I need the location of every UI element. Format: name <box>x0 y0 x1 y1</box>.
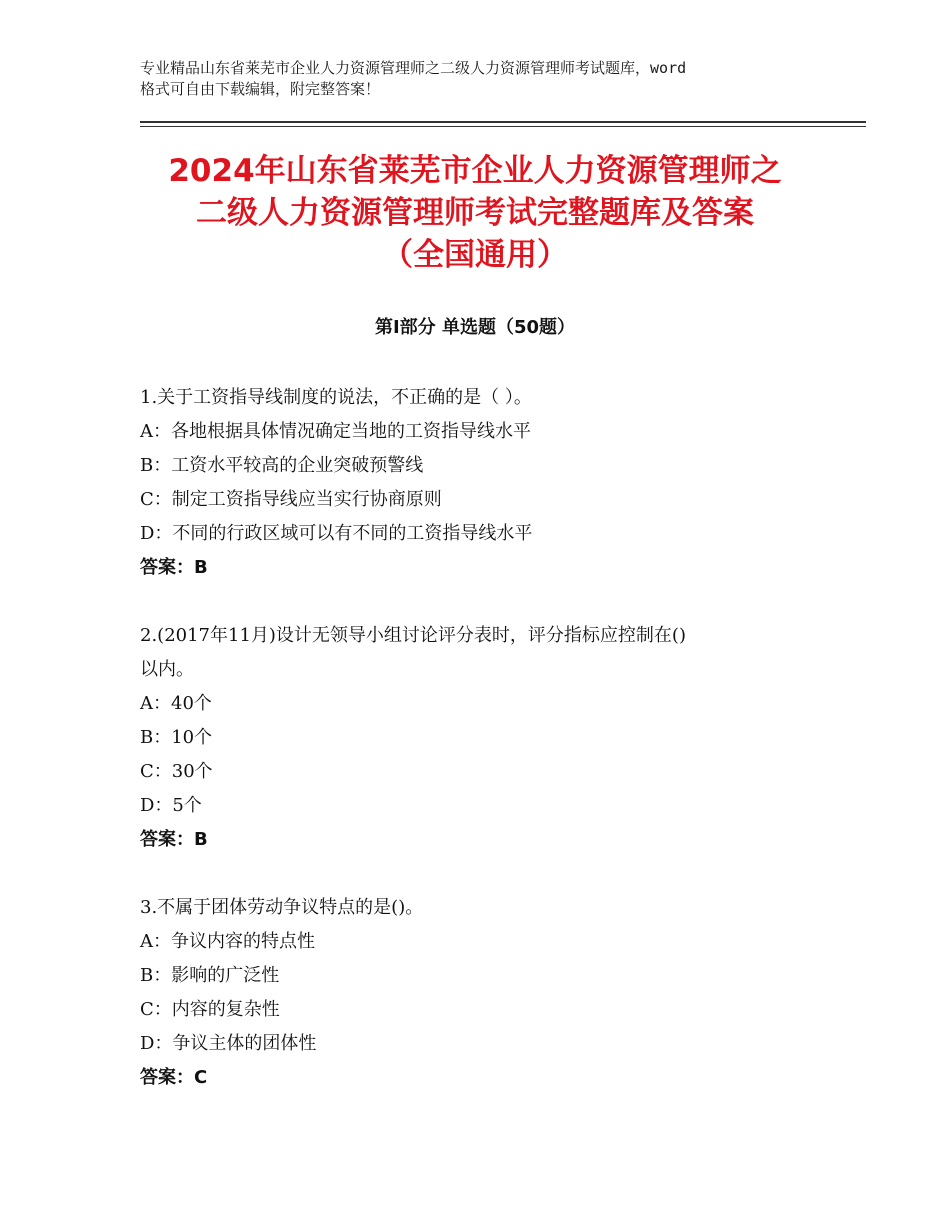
title-line-3: （全国通用） <box>382 237 568 273</box>
document-title <box>120 150 830 276</box>
question-text: 1.关于工资指导线制度的说法，不正确的是（ ）。 <box>140 387 532 408</box>
title-line-2: 二级人力资源管理师考试完整题库及答案 <box>196 195 754 231</box>
option-a: A：争议内容的特点性 <box>140 931 315 952</box>
question-list <box>140 381 820 1129</box>
question-2 <box>140 619 820 857</box>
question-text: 2.(2017年11月)设计无领导小组讨论评分表时，评分指标应控制在() <box>140 625 686 646</box>
option-d: D：不同的行政区域可以有不同的工资指导线水平 <box>140 523 533 544</box>
option-a: A：各地根据具体情况确定当地的工资指导线水平 <box>140 421 531 442</box>
header-note-line-1: 专业精品山东省莱芜市企业人力资源管理师之二级人力资源管理师考试题库，word <box>140 59 687 77</box>
section-heading: 第Ⅰ部分 单选题（50题） <box>374 317 575 338</box>
question-text-continued: 以内。 <box>140 659 194 680</box>
option-b: B：工资水平较高的企业突破预警线 <box>140 455 424 476</box>
option-c: C：30个 <box>140 761 213 782</box>
answer: 答案：B <box>140 829 208 850</box>
option-d: D：5个 <box>140 795 202 816</box>
answer: 答案：C <box>140 1067 208 1088</box>
question-3 <box>140 891 820 1095</box>
option-b: B：10个 <box>140 727 213 748</box>
option-d: D：争议主体的团体性 <box>140 1033 317 1054</box>
header-divider-thick <box>140 121 866 123</box>
option-c: C：制定工资指导线应当实行协商原则 <box>140 489 442 510</box>
option-b: B：影响的广泛性 <box>140 965 280 986</box>
question-1 <box>140 381 820 585</box>
header-divider-thin <box>140 126 866 127</box>
header-note-line-2: 格式可自由下载编辑，附完整答案！ <box>140 80 381 98</box>
answer: 答案：B <box>140 557 208 578</box>
header-note <box>140 58 840 100</box>
title-line-1: 2024年山东省莱芜市企业人力资源管理师之 <box>168 153 782 189</box>
option-c: C：内容的复杂性 <box>140 999 280 1020</box>
option-a: A：40个 <box>140 693 212 714</box>
question-text: 3.不属于团体劳动争议特点的是()。 <box>140 897 424 918</box>
